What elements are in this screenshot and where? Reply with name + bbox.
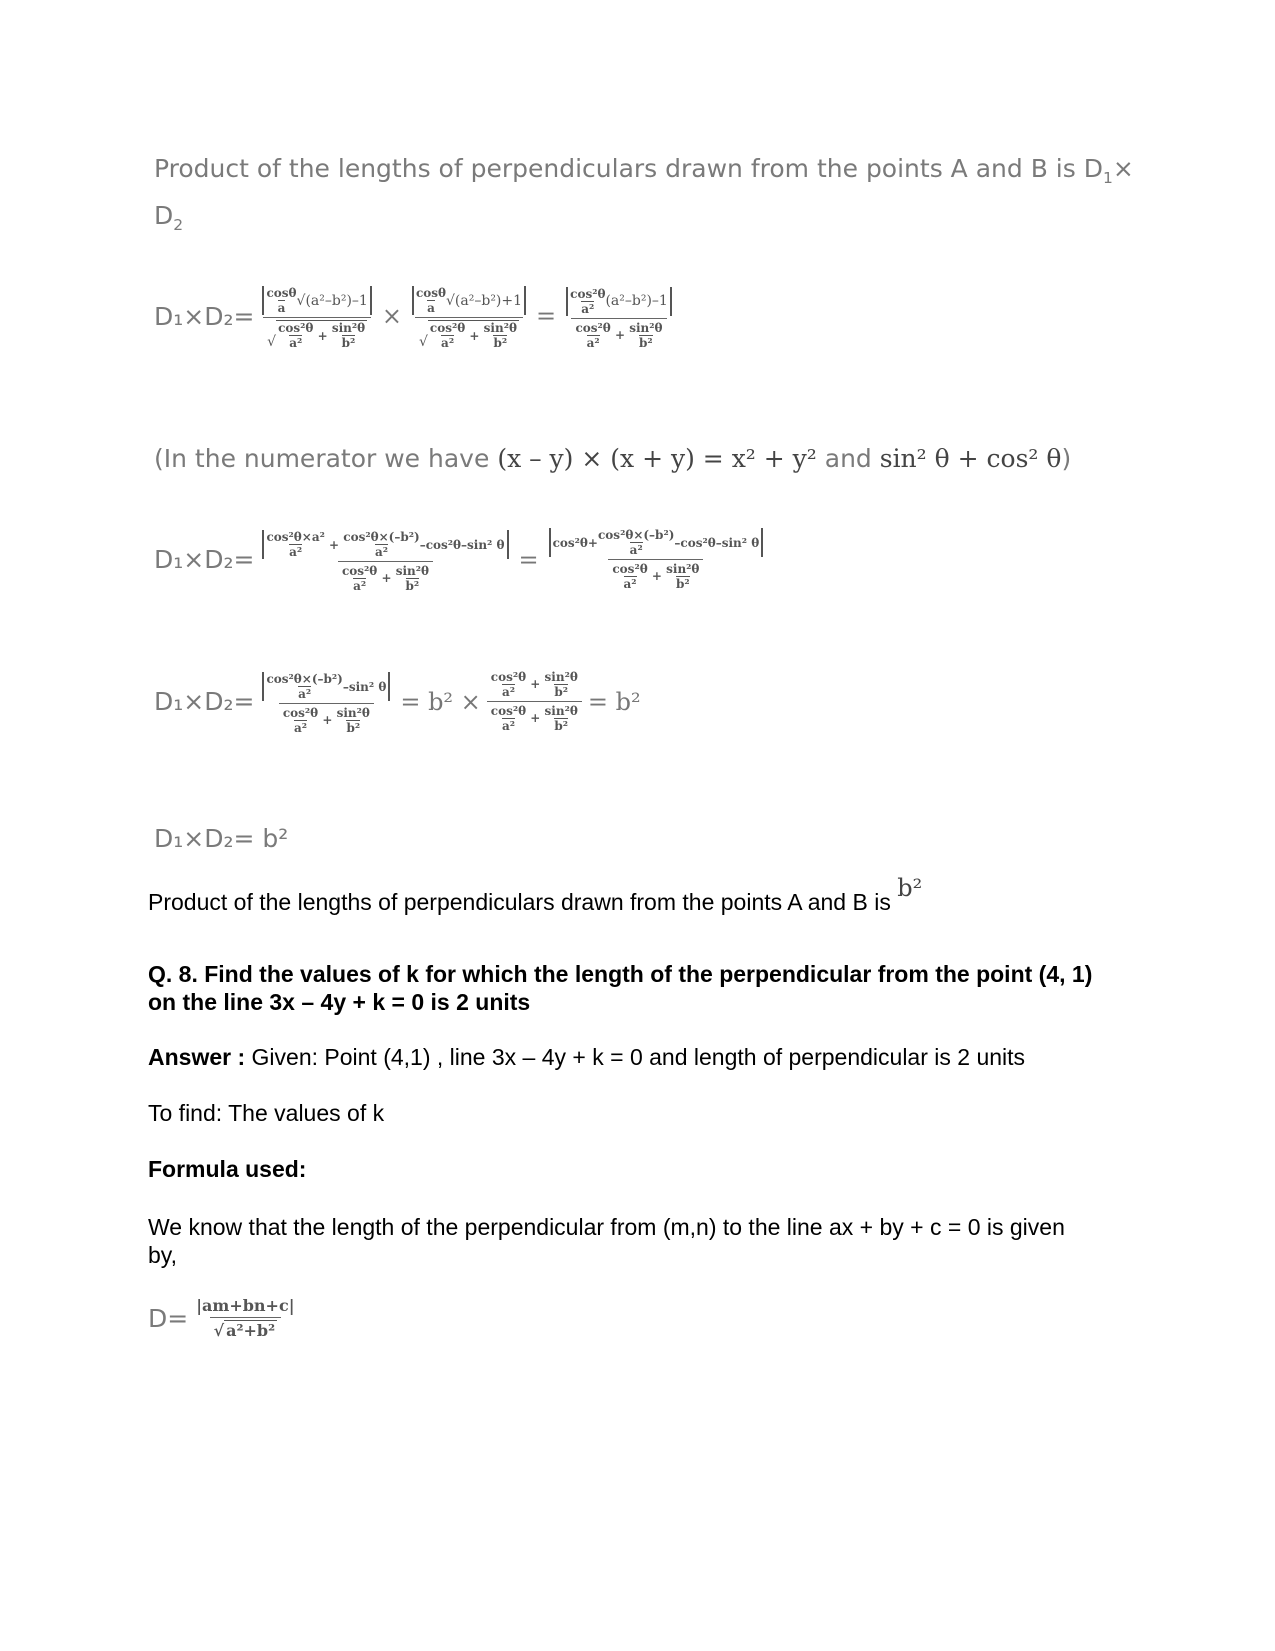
eq1-rad-b2: b² bbox=[341, 336, 356, 350]
intro-sub-2: 2 bbox=[173, 216, 184, 234]
intro-times: × bbox=[1112, 154, 1134, 183]
eq2-fraction-1: cos²θ×a² a² + cos²θ×(–b²) a² –cos²θ–sin² θ $\frac{\text{cos²θ}}{\text{a²}}$ + $\frac{\text{sin²θ}}{\text{b²}}$ bbox=[258, 526, 512, 593]
eq1-rhs-a2: a² bbox=[581, 301, 595, 316]
formula-lhs: D= bbox=[148, 1303, 189, 1333]
eq3-end: = b² bbox=[587, 687, 641, 716]
equation-2 bbox=[154, 526, 767, 593]
intro-text: Product of the lengths of perpendiculars drawn from the points A and B is D bbox=[154, 154, 1103, 183]
eq3-mid: = b² × bbox=[400, 687, 481, 716]
eq1-a-2: a bbox=[427, 301, 435, 315]
equation-1 bbox=[154, 282, 676, 350]
conclusion-text: Product of the lengths of perpendiculars drawn from the points A and B is bbox=[148, 889, 891, 915]
eq3-f2-num-a2: a² bbox=[501, 685, 515, 699]
eq3-fraction-1: cos²θ×(–b²) a² –sin² θ $\frac{\text{cos²θ}}{\text{a²}}$ + $\frac{\text{sin²θ}}{\text{b²}}$ bbox=[258, 668, 394, 735]
eq2-rhs-t2-den: a² bbox=[629, 543, 643, 557]
formula-denominator: a²+b² bbox=[226, 1321, 276, 1340]
eq1-inner-2: √(a²–b²)+1 bbox=[446, 292, 523, 309]
formula-label: Formula used: bbox=[148, 1156, 307, 1182]
eq2-t2-den: a² bbox=[374, 545, 388, 559]
eq2-den-b2: b² bbox=[405, 579, 420, 593]
eq2-lhs: D₁×D₂= bbox=[154, 545, 255, 574]
eq1-cos-2: cosθ bbox=[415, 286, 447, 300]
answer-label: Answer : bbox=[148, 1044, 246, 1070]
formula-numerator: |am+bn+c| bbox=[196, 1296, 295, 1315]
note-and: and bbox=[816, 444, 880, 473]
note-prefix: (In the numerator we have bbox=[154, 444, 498, 473]
eq1-a: a bbox=[277, 301, 286, 315]
eq2-equals: = bbox=[518, 545, 539, 574]
eq1-fraction-3: cos²θ a² (a²–b²)–1 $\frac{\text{cos²θ}}{\text{a²}}$ + $\frac{\text{sin²θ}}{\text{b²}}$ bbox=[562, 283, 676, 350]
eq1-fraction-1: cosθ a √(a²–b²)–1 √ cos²θ a² + sin²θ b² bbox=[258, 282, 375, 350]
answer-paragraph bbox=[148, 1043, 1128, 1071]
eq1-lhs: D₁×D₂= bbox=[154, 301, 255, 331]
eq3-t1: cos²θ×(–b²) bbox=[266, 672, 343, 686]
eq3-den-right: sin²θ bbox=[336, 706, 370, 720]
eq2-den-left: cos²θ bbox=[341, 564, 378, 578]
eq1-rhs-rest: (a²–b²)–1 bbox=[605, 293, 668, 309]
eq2-t2: cos²θ×(–b²) bbox=[343, 530, 420, 544]
eq3-lhs: D₁×D₂= bbox=[154, 687, 255, 716]
equation-4: D₁×D₂= b² bbox=[154, 824, 289, 853]
eq2-rhs-t0: cos²θ+ bbox=[552, 535, 598, 550]
note-suffix: ) bbox=[1061, 444, 1072, 473]
note-identity-2: sin² θ + cos² θ bbox=[879, 444, 1062, 473]
eq1-rhs-den-a2: a² bbox=[586, 335, 600, 350]
eq1-inner-1: √(a²–b²)–1 bbox=[296, 292, 368, 309]
eq2-rhs-den-left: cos²θ bbox=[612, 562, 648, 576]
eq1-rad-a2: a² bbox=[289, 336, 303, 350]
question-8: Q. 8. Find the values of k for which the length of the perpendicular from the point (4, 1) on the line 3x – 4y + k = 0 is 2 units bbox=[148, 961, 1093, 1015]
to-find: To find: The values of k bbox=[148, 1100, 385, 1126]
eq3-f2-den-a2: a² bbox=[501, 719, 515, 733]
eq2-den-right: sin²θ bbox=[395, 564, 429, 578]
distance-formula bbox=[148, 1296, 299, 1340]
eq2-t3: –cos²θ–sin² θ bbox=[419, 537, 505, 552]
eq3-den-a2: a² bbox=[294, 721, 308, 735]
eq2-t1: cos²θ×a² bbox=[266, 530, 325, 544]
eq1-rad-left-2: cos²θ bbox=[429, 321, 466, 335]
eq1-fraction-2: cosθ a √(a²–b²)+1 √ cos²θ a² + sin²θ b² bbox=[408, 282, 530, 350]
intro-paragraph bbox=[154, 150, 1134, 244]
eq1-rhs-cos2: cos²θ bbox=[570, 286, 606, 301]
conclusion-value: b² bbox=[897, 874, 923, 902]
eq3-f2-den-b2: b² bbox=[554, 719, 569, 733]
eq1-rad-a2-2: a² bbox=[441, 336, 455, 350]
eq1-equals: = bbox=[536, 302, 557, 330]
eq1-rad-right-2: sin²θ bbox=[483, 321, 517, 335]
eq1-times: × bbox=[381, 302, 402, 330]
equation-3 bbox=[154, 668, 647, 735]
eq3-f2-num-b2: b² bbox=[554, 685, 569, 699]
eq3-den-left: cos²θ bbox=[282, 706, 319, 720]
eq1-rad-right: sin²θ bbox=[331, 321, 366, 335]
answer-text: Given: Point (4,1) , line 3x – 4y + k = 0 and length of perpendicular is 2 units bbox=[245, 1044, 1026, 1070]
numerator-note bbox=[154, 444, 1071, 473]
eq3-f2-num-right: sin²θ bbox=[544, 670, 578, 684]
eq2-den-a2: a² bbox=[353, 579, 367, 593]
eq1-rhs-den-left: cos²θ bbox=[575, 320, 611, 335]
eq1-rad-b2-2: b² bbox=[493, 336, 508, 350]
intro-cont: D bbox=[154, 201, 174, 230]
eq2-rhs-t3: –cos²θ–sin² θ bbox=[674, 535, 760, 550]
formula-fraction: |am+bn+c| √ a²+b² bbox=[192, 1296, 298, 1340]
note-identity-1: (x – y) × (x + y) = x² + y² bbox=[497, 444, 817, 473]
eq2-t1-den: a² bbox=[289, 545, 303, 559]
conclusion-paragraph bbox=[148, 874, 1128, 916]
eq2-rhs-den-b2: b² bbox=[675, 577, 690, 591]
formula-description: We know that the length of the perpendicular from (m,n) to the line ax + by + c = 0 is given by, bbox=[148, 1214, 1065, 1268]
eq2-rhs-t2: cos²θ×(–b²) bbox=[598, 528, 675, 542]
eq3-f2-den-left: cos²θ bbox=[490, 704, 527, 718]
eq3-fraction-2: $\frac{\text{cos²θ}}{\text{a²}}$ + $\frac{\text{sin²θ}}{\text{b²}}$ $\frac{\text{cos²θ}}{\text{a²}}$ + $\frac{\text{sin²θ}}{\text{b²}}$ bbox=[487, 670, 582, 733]
eq1-rad-left: cos²θ bbox=[278, 321, 314, 335]
eq1-rhs-den-b2: b² bbox=[639, 335, 653, 350]
eq2-rhs-den-a2: a² bbox=[623, 577, 637, 591]
eq3-f2-den-right: sin²θ bbox=[544, 704, 578, 718]
eq1-rhs-den-right: sin²θ bbox=[629, 320, 663, 335]
eq3-t1-den: a² bbox=[298, 687, 312, 701]
eq3-den-b2: b² bbox=[346, 721, 361, 735]
eq2-fraction-2: cos²θ+ $\frac{\text{cos²θ×(–b²)}}{\text{a²}}$ –cos²θ–sin² θ $\frac{\text{cos²θ}}{\text{a²}}$ + $\frac{\text{sin²θ}}{\text{b²}}$ bbox=[545, 528, 768, 591]
eq1-cos: cosθ bbox=[266, 286, 297, 300]
intro-sub-1: 1 bbox=[1102, 169, 1113, 187]
eq3-f2-num-left: cos²θ bbox=[490, 670, 527, 684]
eq2-rhs-den-right: sin²θ bbox=[666, 562, 700, 576]
eq3-t2: –sin² θ bbox=[342, 679, 387, 694]
